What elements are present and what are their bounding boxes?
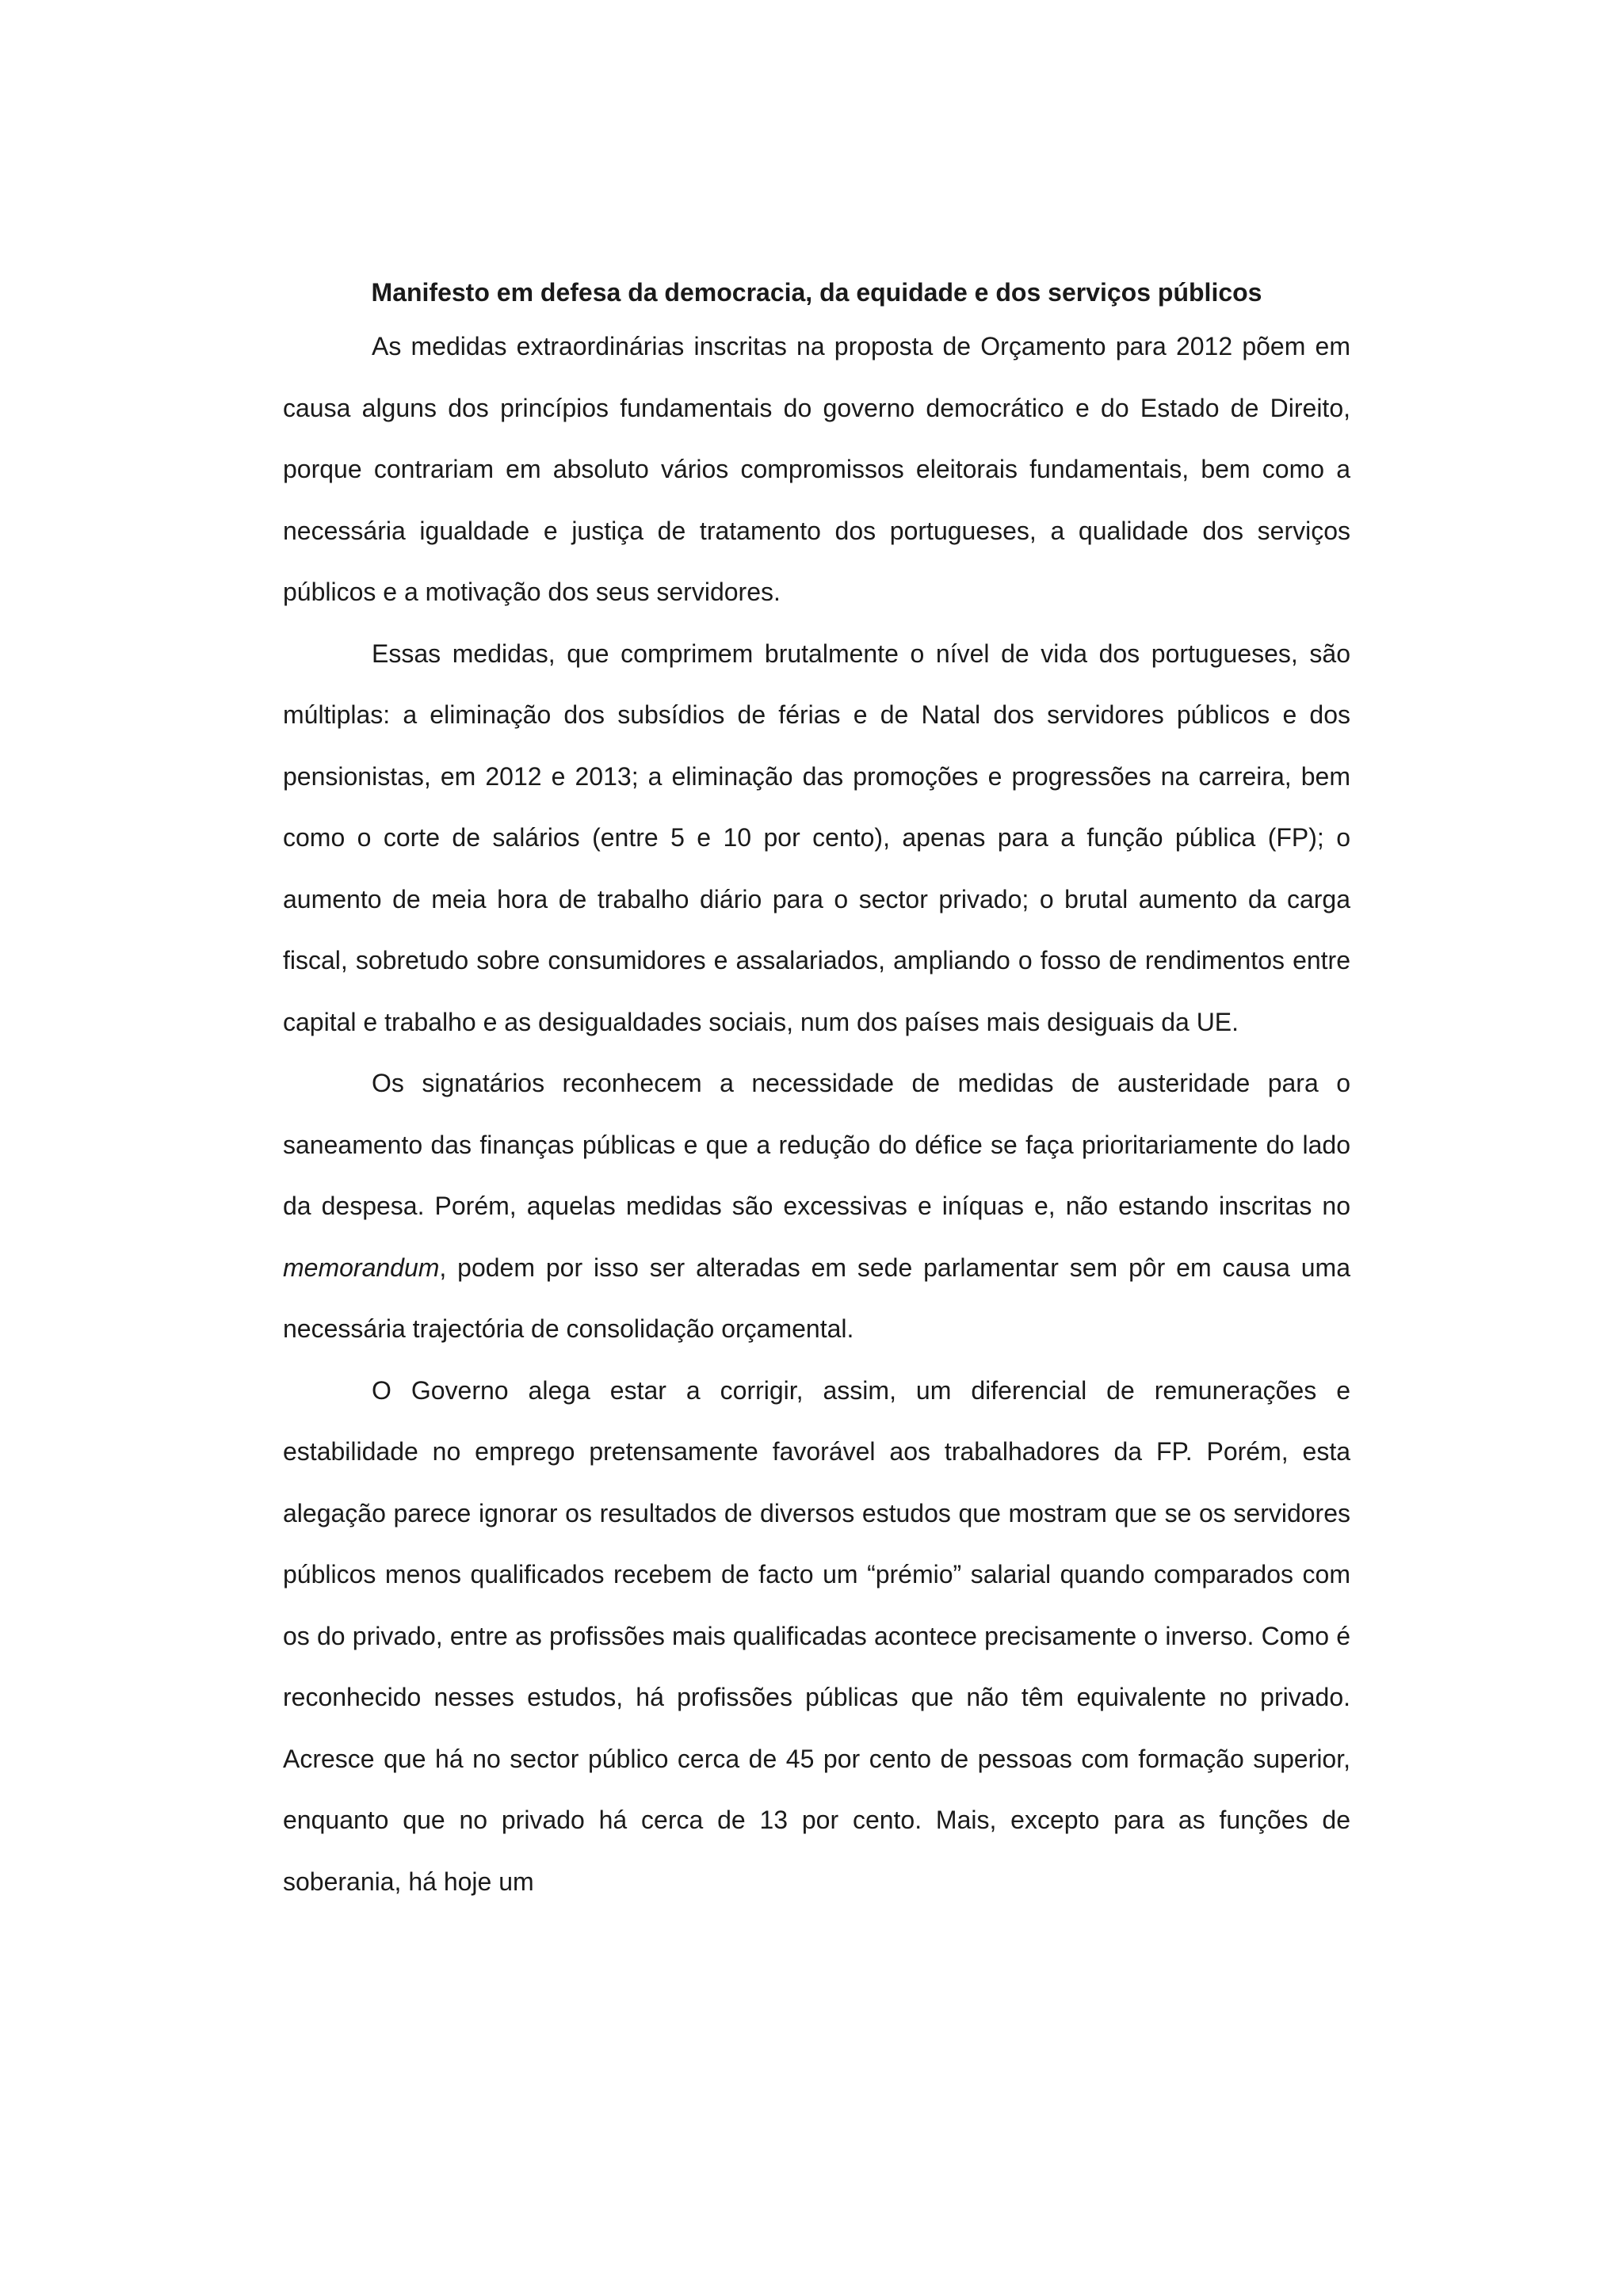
paragraph-3-text-after: , podem por isso ser alteradas em sede parlamentar sem pôr em causa uma necessária trajectória de consolidação orçamental.: [283, 1253, 1350, 1343]
paragraph-3-text-before: Os signatários reconhecem a necessidade de medidas de austeridade para o saneamento das finanças públicas e que a redução do défice se faça prioritariamente do lado da despesa. Porém, aquelas medidas são excessivas e iníquas e, não estando inscritas no: [283, 1069, 1350, 1220]
paragraph-1: As medidas extraordinárias inscritas na proposta de Orçamento para 2012 põem em causa alguns dos princípios fundamentais do governo democrático e do Estado de Direito, porque contrariam em absoluto vários compromissos eleitorais fundamentais, bem como a necessária igualdade e justiça de tratamento dos portugueses, a qualidade dos serviços públicos e a motivação dos seus servidores.: [283, 332, 1350, 606]
paragraph-4: O Governo alega estar a corrigir, assim, um diferencial de remunerações e estabilidade no emprego pretensamente favorável aos trabalhadores da FP. Porém, esta alegação parece ignorar os resultados de diversos estudos que mostram que se os servidores públicos menos qualificados recebem de facto um “prémio” salarial quando comparados com os do privado, entre as profissões mais qualificadas acontece precisamente o inverso. Como é reconhecido nesses estudos, há profissões públicas que não têm equivalente no privado. Acresce que há no sector público cerca de 45 por cento de pessoas com formação superior, enquanto que no privado há cerca de 13 por cento. Mais, excepto para as funções de soberania, há hoje um: [283, 1375, 1350, 1896]
memorandum-emphasis: memorandum: [283, 1253, 440, 1282]
document-body: [283, 269, 1350, 1913]
document-title: Manifesto em defesa da democracia, da equidade e dos serviços públicos: [371, 278, 1262, 307]
paragraph-2: Essas medidas, que comprimem brutalmente o nível de vida dos portugueses, são múltiplas: a eliminação dos subsídios de férias e de Natal dos servidores públicos e dos pensionistas, em 2012 e 2013; a eliminação das promoções e progressões na carreira, bem como o corte de salários (entre 5 e 10 por cento), apenas para a função pública (FP); o aumento de meia hora de trabalho diário para o sector privado; o brutal aumento da carga fiscal, sobretudo sobre consumidores e assalariados, ampliando o fosso de rendimentos entre capital e trabalho e as desigualdades sociais, num dos países mais desiguais da UE.: [283, 639, 1350, 1036]
paragraph-3: [283, 1053, 1350, 1360]
